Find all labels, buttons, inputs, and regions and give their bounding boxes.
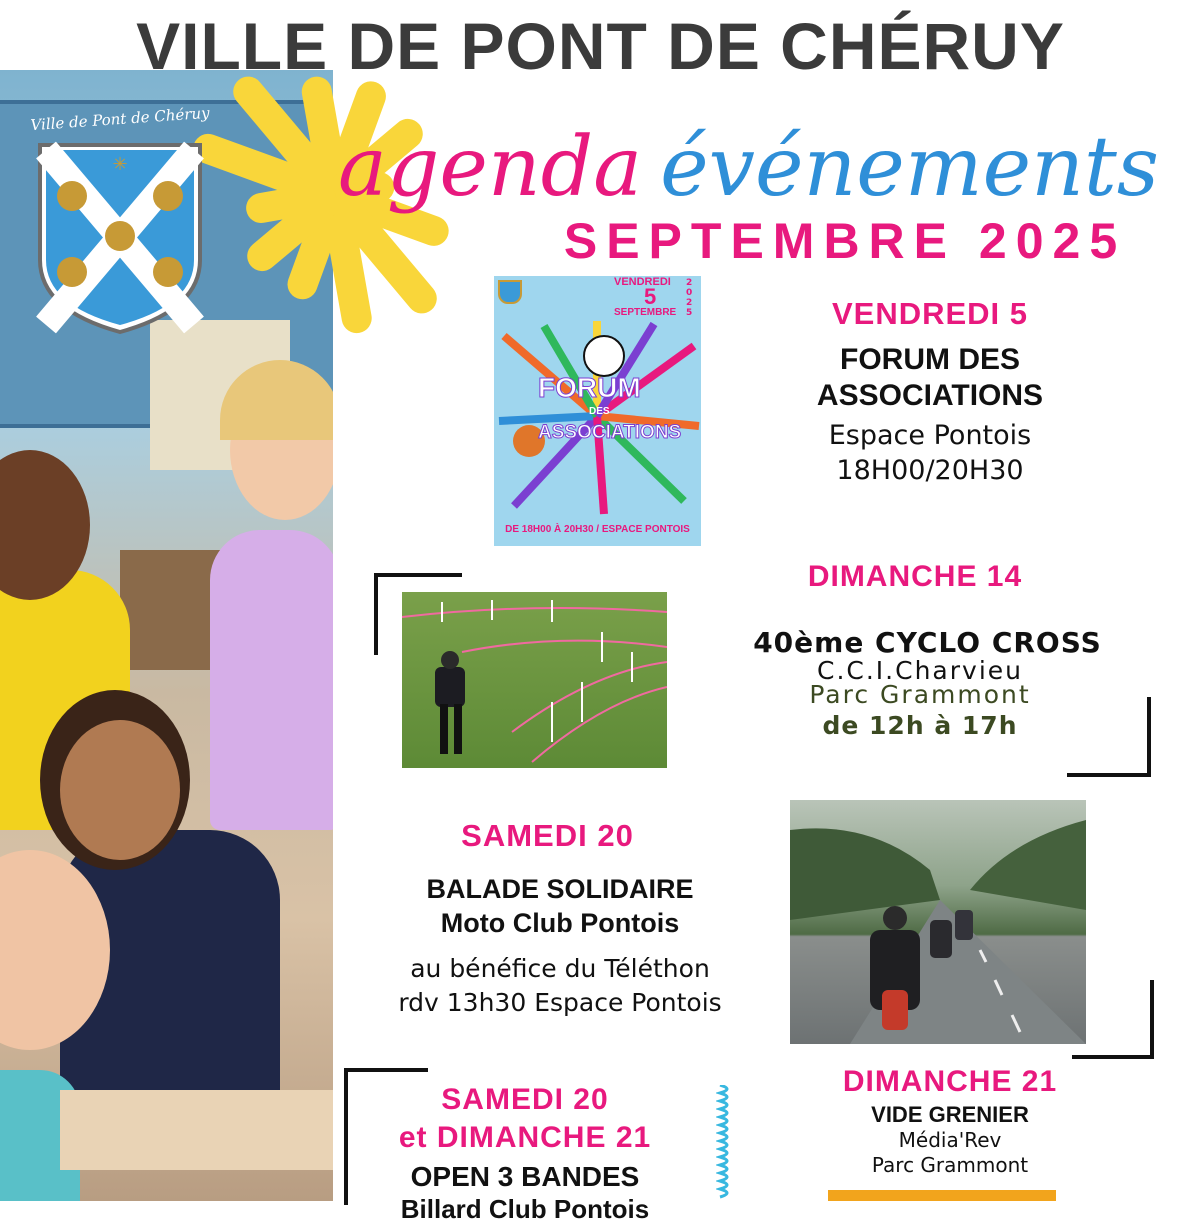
svg-text:✳: ✳ — [112, 154, 128, 175]
event-grenier-title: VIDE GRENIER — [871, 1102, 1029, 1127]
forum-poster — [494, 276, 701, 546]
event-moto-title — [360, 872, 760, 940]
event-moto-details — [340, 952, 780, 1020]
agenda-word: agenda — [338, 120, 643, 215]
corner-bracket — [1072, 980, 1154, 1059]
event-grenier-details — [790, 1128, 1110, 1178]
event-cyclo-day: DIMANCHE 14 — [807, 560, 1023, 593]
city-title: VILLE DE PONT DE CHÉRUY — [136, 9, 1065, 83]
month-title: SEPTEMBRE 2025 — [563, 213, 1127, 269]
event-forum-time: 18H00/20H30 — [836, 455, 1024, 486]
event-forum-title — [760, 342, 1100, 414]
event-billard-day-2: et DIMANCHE 21 — [398, 1121, 652, 1154]
event-moto-meeting: rdv 13h30 Espace Pontois — [398, 988, 722, 1017]
event-forum-title-line-1: FORUM DES — [840, 343, 1020, 376]
poster-des-text: DES — [589, 406, 610, 417]
kid-face-girl-glasses — [60, 720, 180, 860]
events-word: événements — [660, 120, 1159, 215]
motorcycle-photo — [790, 800, 1086, 1044]
crest-label: Ville de Pont de Chéruy — [29, 103, 211, 135]
event-cyclo-organizer: C.C.I.Charvieu — [817, 656, 1023, 685]
event-cyclo-time: de 12h à 17h — [822, 711, 1018, 740]
poster-day: VENDREDI — [614, 276, 671, 288]
grenier-poster-top — [828, 1190, 1056, 1201]
crest-shield-icon — [20, 110, 220, 340]
city-crest — [20, 103, 220, 340]
event-cyclo-place: Parc Grammont — [809, 680, 1031, 709]
poster-associations-text: ASSOCIATIONS — [538, 422, 682, 443]
cyclo-cross-photo — [402, 592, 667, 768]
event-forum-title-line-2: ASSOCIATIONS — [816, 379, 1044, 412]
event-grenier-organizer: Média'Rev — [898, 1128, 1002, 1152]
event-grenier-day: DIMANCHE 21 — [842, 1065, 1058, 1098]
poster-footer: DE 18H00 À 20H30 / ESPACE PONTOIS — [505, 524, 690, 535]
poster-date-number: 5 — [644, 284, 657, 309]
event-moto-benefit: au bénéfice du Téléthon — [410, 954, 710, 983]
event-billard-organizer: Billard Club Pontois — [400, 1194, 650, 1224]
course-tape-graphic — [402, 592, 667, 768]
poster-forum-text: FORUM — [538, 372, 641, 403]
event-cyclo-title: 40ème CYCLO CROSS — [753, 626, 1102, 659]
event-forum-details — [760, 418, 1100, 488]
road-graphic — [790, 800, 1086, 1044]
poster-crest-icon — [498, 280, 522, 304]
poster-year: 2025 — [686, 278, 693, 318]
wavy-divider — [716, 1085, 738, 1201]
kid-purple-top — [210, 530, 333, 830]
event-billard-title: OPEN 3 BANDES — [410, 1161, 640, 1192]
desk — [60, 1090, 333, 1170]
event-forum-place: Espace Pontois — [828, 420, 1032, 451]
event-billard-day-1: SAMEDI 20 — [441, 1083, 609, 1116]
event-billard-days — [350, 1081, 700, 1157]
sun-flower-graphic — [335, 180, 336, 181]
event-moto-title-line: BALADE SOLIDAIRE — [426, 874, 694, 904]
event-moto-organizer: Moto Club Pontois — [440, 908, 680, 938]
poster-date-month: SEPTEMBRE — [614, 307, 677, 318]
event-grenier-place: Parc Grammont — [871, 1153, 1029, 1177]
event-moto-day: SAMEDI 20 — [461, 818, 634, 853]
event-forum-day: VENDREDI 5 — [831, 296, 1029, 331]
